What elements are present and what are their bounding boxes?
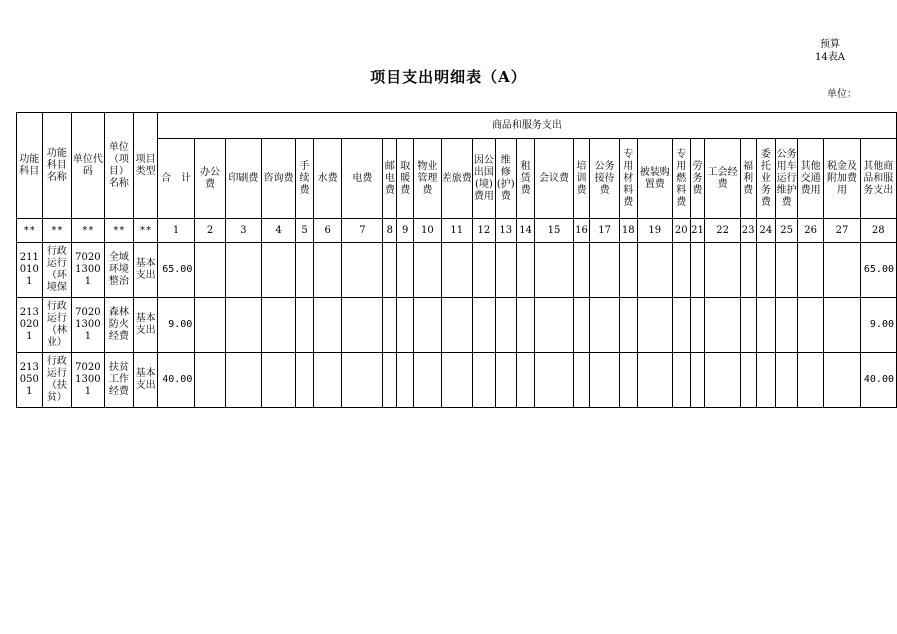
table-code: 14表A	[815, 52, 845, 63]
expense-header-cell: 电费	[342, 139, 383, 219]
empty-cell	[619, 353, 637, 408]
expense-header-cell: 取暖费	[397, 139, 414, 219]
empty-cell	[590, 243, 619, 298]
empty-cell	[740, 298, 756, 353]
index-cell: 18	[619, 219, 637, 243]
expense-detail-table	[16, 112, 897, 408]
expense-header-cell: 维修(护)费	[495, 139, 516, 219]
table-number-note	[815, 38, 845, 64]
empty-cell	[535, 353, 573, 408]
empty-cell	[225, 298, 261, 353]
expense-header-cell: 其他交通费用	[797, 139, 824, 219]
index-cell: 23	[740, 219, 756, 243]
function-code-cell: 2110101	[17, 243, 43, 298]
index-cell: **	[104, 219, 134, 243]
expense-header-cell: 差旅费	[441, 139, 472, 219]
empty-cell	[296, 353, 314, 408]
empty-cell	[797, 298, 824, 353]
index-cell: 9	[397, 219, 414, 243]
empty-cell	[824, 298, 860, 353]
empty-cell	[824, 243, 860, 298]
index-row	[17, 219, 897, 243]
expense-header-cell: 印刷费	[225, 139, 261, 219]
index-cell: **	[72, 219, 104, 243]
empty-cell	[776, 298, 798, 353]
empty-cell	[637, 353, 672, 408]
expense-header-cell: 因公出国(境)费用	[472, 139, 495, 219]
index-cell: 28	[860, 219, 896, 243]
empty-cell	[573, 353, 590, 408]
function-name-cell: 行政运行（扶贫）	[42, 353, 72, 408]
budget-label: 预算	[820, 39, 841, 50]
expense-header-cell: 专用燃料费	[672, 139, 690, 219]
empty-cell	[261, 353, 295, 408]
empty-cell	[573, 298, 590, 353]
expense-header-cell: 邮电费	[383, 139, 397, 219]
expense-header-cell: 公务接待费	[590, 139, 619, 219]
empty-cell	[756, 298, 776, 353]
index-cell: 11	[441, 219, 472, 243]
index-cell: **	[42, 219, 72, 243]
empty-cell	[472, 353, 495, 408]
index-cell: 26	[797, 219, 824, 243]
empty-cell	[776, 353, 798, 408]
empty-cell	[296, 298, 314, 353]
expense-header-cell: 工会经费	[705, 139, 740, 219]
project-name-cell: 扶贫工作经费	[104, 353, 134, 408]
expense-header-cell: 公务用车运行维护费	[776, 139, 798, 219]
empty-cell	[705, 353, 740, 408]
empty-cell	[383, 353, 397, 408]
project-name-cell: 森林防火经费	[104, 298, 134, 353]
empty-cell	[672, 298, 690, 353]
project-type-cell: 基本支出	[134, 353, 158, 408]
empty-cell	[313, 243, 341, 298]
empty-cell	[637, 298, 672, 353]
empty-cell	[756, 353, 776, 408]
function-name-cell: 行政运行（林业）	[42, 298, 72, 353]
index-cell: 22	[705, 219, 740, 243]
empty-cell	[495, 243, 516, 298]
expense-header-cell: 合 计	[157, 139, 194, 219]
index-cell: 2	[195, 219, 225, 243]
empty-cell	[672, 243, 690, 298]
index-cell: 17	[590, 219, 619, 243]
header-function-name: 功能科目名称	[42, 113, 72, 219]
expense-header-cell: 物业管理费	[414, 139, 441, 219]
index-cell: 6	[313, 219, 341, 243]
expense-header-cell: 咨询费	[261, 139, 295, 219]
unit-code-cell: 702013001	[72, 243, 104, 298]
index-cell: 25	[776, 219, 798, 243]
expense-header-cell: 劳务费	[690, 139, 705, 219]
empty-cell	[619, 298, 637, 353]
empty-cell	[535, 243, 573, 298]
empty-cell	[776, 243, 798, 298]
other-expense-cell: 9.00	[860, 298, 896, 353]
expense-header-cell: 培训费	[573, 139, 590, 219]
empty-cell	[637, 243, 672, 298]
index-cell: 27	[824, 219, 860, 243]
index-cell: **	[17, 219, 43, 243]
empty-cell	[342, 243, 383, 298]
empty-cell	[313, 298, 341, 353]
total-cell: 65.00	[157, 243, 194, 298]
total-cell: 40.00	[157, 353, 194, 408]
unit-code-cell: 702013001	[72, 298, 104, 353]
total-cell: 9.00	[157, 298, 194, 353]
empty-cell	[414, 243, 441, 298]
empty-cell	[342, 298, 383, 353]
index-cell: 24	[756, 219, 776, 243]
header-unit-name: 单位（项目）名称	[104, 113, 134, 219]
function-code-cell: 2130501	[17, 353, 43, 408]
empty-cell	[261, 243, 295, 298]
table-row	[17, 353, 897, 408]
table-row	[17, 298, 897, 353]
empty-cell	[414, 353, 441, 408]
empty-cell	[495, 353, 516, 408]
expense-header-cell: 水费	[313, 139, 341, 219]
empty-cell	[619, 243, 637, 298]
index-cell: 16	[573, 219, 590, 243]
empty-cell	[690, 298, 705, 353]
index-cell: 15	[535, 219, 573, 243]
expense-header-cell: 被装购置费	[637, 139, 672, 219]
page-title: 项目支出明细表（A）	[370, 68, 527, 86]
empty-cell	[740, 243, 756, 298]
expense-header-cell: 委托业务费	[756, 139, 776, 219]
function-name-cell: 行政运行（环境保	[42, 243, 72, 298]
empty-cell	[383, 298, 397, 353]
empty-cell	[195, 243, 225, 298]
empty-cell	[797, 353, 824, 408]
expense-header-cell: 专用材料费	[619, 139, 637, 219]
empty-cell	[690, 353, 705, 408]
empty-cell	[495, 298, 516, 353]
empty-cell	[690, 243, 705, 298]
empty-cell	[225, 243, 261, 298]
empty-cell	[756, 243, 776, 298]
index-cell: 14	[516, 219, 535, 243]
empty-cell	[705, 243, 740, 298]
other-expense-cell: 65.00	[860, 243, 896, 298]
index-cell: 13	[495, 219, 516, 243]
empty-cell	[516, 353, 535, 408]
empty-cell	[441, 353, 472, 408]
index-cell: 1	[157, 219, 194, 243]
index-cell: 4	[261, 219, 295, 243]
empty-cell	[705, 298, 740, 353]
index-cell: 3	[225, 219, 261, 243]
empty-cell	[195, 353, 225, 408]
expense-header-cell: 租赁费	[516, 139, 535, 219]
index-cell: 12	[472, 219, 495, 243]
index-cell: 21	[690, 219, 705, 243]
empty-cell	[590, 353, 619, 408]
expense-header-cell: 办公费	[195, 139, 225, 219]
data-body	[17, 243, 897, 408]
expense-header-cell: 税金及附加费用	[824, 139, 860, 219]
empty-cell	[397, 353, 414, 408]
index-cell: 20	[672, 219, 690, 243]
empty-cell	[441, 243, 472, 298]
empty-cell	[590, 298, 619, 353]
empty-cell	[472, 243, 495, 298]
header-goods-services: 商品和服务支出	[157, 113, 896, 139]
empty-cell	[740, 353, 756, 408]
empty-cell	[195, 298, 225, 353]
index-cell: **	[134, 219, 158, 243]
expense-header-cell: 手续费	[296, 139, 314, 219]
index-cell: 19	[637, 219, 672, 243]
empty-cell	[441, 298, 472, 353]
empty-cell	[296, 243, 314, 298]
empty-cell	[383, 243, 397, 298]
empty-cell	[672, 353, 690, 408]
empty-cell	[573, 243, 590, 298]
empty-cell	[342, 353, 383, 408]
empty-cell	[225, 353, 261, 408]
project-type-cell: 基本支出	[134, 298, 158, 353]
empty-cell	[824, 353, 860, 408]
header-function-code: 功能科目	[17, 113, 43, 219]
project-type-cell: 基本支出	[134, 243, 158, 298]
project-name-cell: 全域环境整治	[104, 243, 134, 298]
index-cell: 5	[296, 219, 314, 243]
empty-cell	[472, 298, 495, 353]
empty-cell	[797, 243, 824, 298]
unit-code-cell: 702013001	[72, 353, 104, 408]
empty-cell	[414, 298, 441, 353]
other-expense-cell: 40.00	[860, 353, 896, 408]
expense-header-cell: 福利费	[740, 139, 756, 219]
index-cell: 7	[342, 219, 383, 243]
empty-cell	[261, 298, 295, 353]
header-project-type: 项目类型	[134, 113, 158, 219]
empty-cell	[535, 298, 573, 353]
function-code-cell: 2130201	[17, 298, 43, 353]
header-unit-code: 单位代码	[72, 113, 104, 219]
index-cell: 10	[414, 219, 441, 243]
expense-header-cell: 其他商品和服务支出	[860, 139, 896, 219]
empty-cell	[397, 298, 414, 353]
expense-header-cell: 会议费	[535, 139, 573, 219]
empty-cell	[516, 243, 535, 298]
empty-cell	[397, 243, 414, 298]
unit-label: 单位：	[827, 89, 857, 100]
empty-cell	[516, 298, 535, 353]
table-row	[17, 243, 897, 298]
empty-cell	[313, 353, 341, 408]
index-cell: 8	[383, 219, 397, 243]
